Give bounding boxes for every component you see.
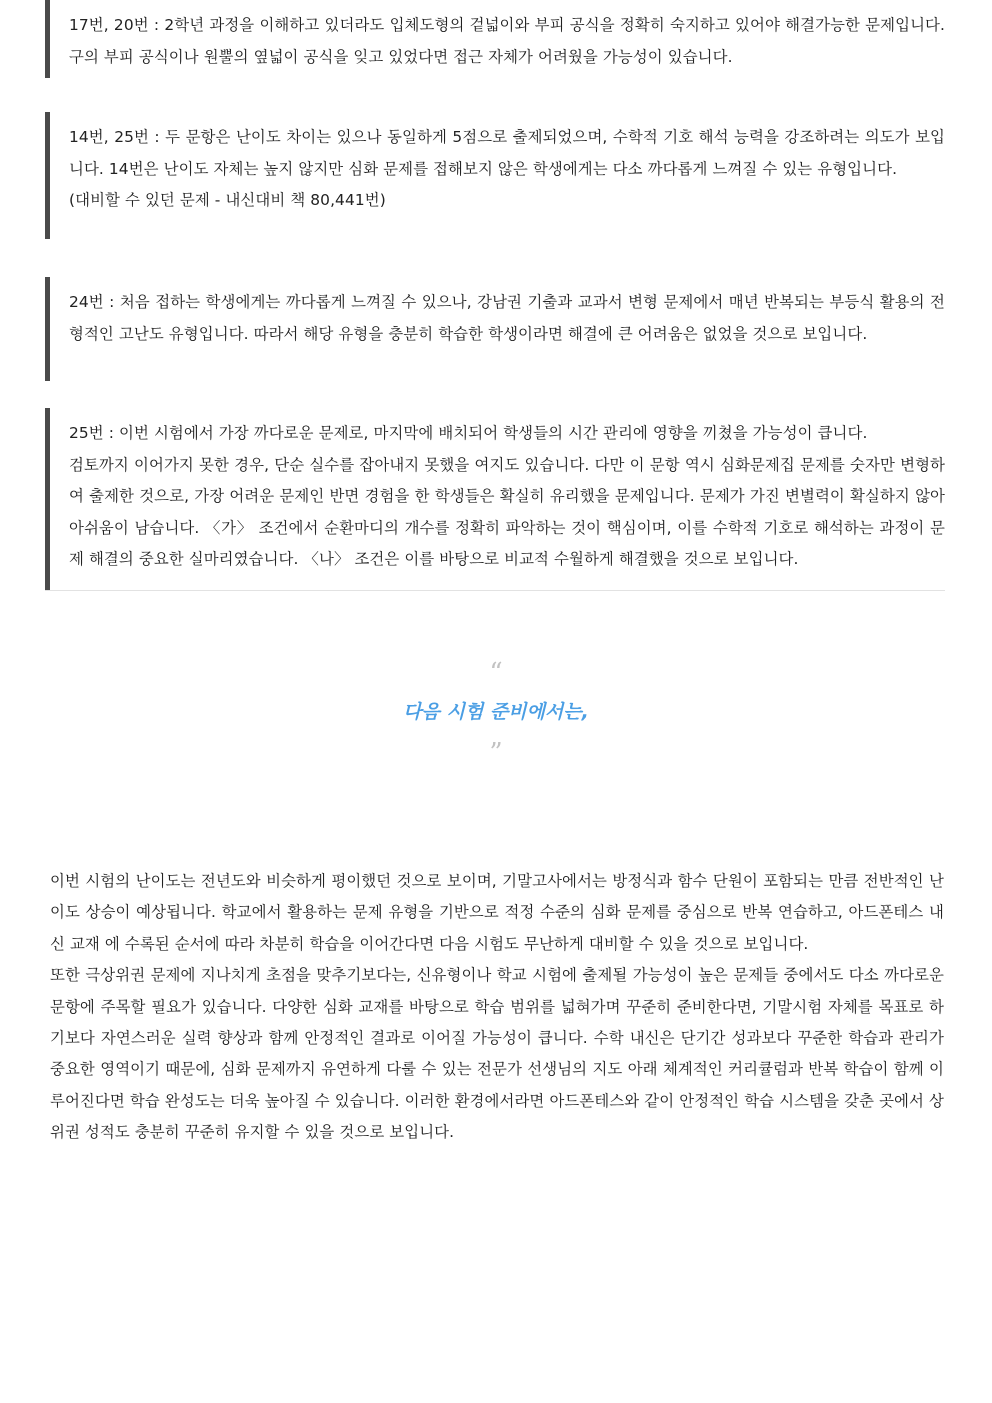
- summary-paragraph: 이번 시험의 난이도는 전년도와 비슷하게 평이했던 것으로 보이며, 기말고사에서는 방정식과 함수 단원이 포함되는 만큼 전반적인 난이도 상승이 예상됩니다. 학교에서 활용하는 문제 유형을 기반으로 적정 수준의 심화 문제를 중심으로 반복 연습하고, 아드폰테스 내신 교재 에 수록된 순서에 따라 차분히 학습을 이어간다면 다음 시험도 무난하게 대비할 수 있을 것으로 보입니다.: [50, 872, 944, 953]
- close-quote-icon: ”: [489, 738, 503, 768]
- summary-body: [50, 866, 944, 1149]
- analysis-block-q24: [45, 277, 945, 381]
- analysis-paragraph: 검토까지 이어가지 못한 경우, 단순 실수를 잡아내지 못했을 여지도 있습니다. 다만 이 문항 역시 심화문제집 문제를 숫자만 변형하여 출제한 것으로, 가장 어려운 문제인 반면 경험을 한 학생들은 확실히 유리했을 문제입니다. 문제가 가진 변별력이 확실하지 않아 아쉬움이 남습니다. 〈가〉 조건에서 순환마디의 개수를 정확히 파악하는 것이 핵심이며, 이를 수학적 기호로 해석하는 과정이 문제 해결의 중요한 실마리였습니다. 〈나〉 조건은 이를 바탕으로 비교적 수월하게 해결했을 것으로 보입니다.: [69, 455, 945, 568]
- analysis-block-q25: [45, 408, 945, 590]
- analysis-paragraph: 25번 : 이번 시험에서 가장 까다로운 문제로, 마지막에 배치되어 학생들의 시간 관리에 영향을 끼쳤을 가능성이 큽니다.: [69, 424, 868, 442]
- analysis-block-q17-q20: [45, 0, 945, 78]
- pull-quote-text: 다음 시험 준비에서는,: [403, 701, 589, 723]
- analysis-paragraph: 24번 : 처음 접하는 학생에게는 까다롭게 느껴질 수 있으나, 강남권 기출과 교과서 변형 문제에서 매년 반복되는 부등식 활용의 전형적인 고난도 유형입니다. 따라서 해당 유형을 충분히 학습한 학생이라면 해결에 큰 어려움은 없었을 것으로 보입니다.: [69, 293, 945, 343]
- analysis-block-q14-q25: [45, 112, 945, 239]
- summary-paragraph: 또한 극상위권 문제에 지나치게 초점을 맞추기보다는, 신유형이나 학교 시험에 출제될 가능성이 높은 문제들 중에서도 다소 까다로운 문항에 주목할 필요가 있습니다. 다양한 심화 교재를 바탕으로 학습 범위를 넓혀가며 꾸준히 준비한다면, 기말시험 자체를 목표로 하기보다 자연스러운 실력 향상과 함께 안정적인 결과로 이어질 가능성이 큽니다. 수학 내신은 단기간 성과보다 꾸준한 학습과 관리가 중요한 영역이기 때문에, 심화 문제까지 유연하게 다룰 수 있는 전문가 선생님의 지도 아래 체계적인 커리큘럼과 반복 학습이 함께 이루어진다면 학습 완성도는 더욱 높아질 수 있습니다. 이러한 환경에서라면 아드폰테스와 같이 안정적인 학습 시스템을 갖춘 곳에서 상위권 성적도 충분히 꾸준히 유지할 수 있을 것으로 보입니다.: [50, 966, 944, 1142]
- analysis-note: (대비할 수 있던 문제 - 내신대비 책 80,441번): [69, 191, 386, 209]
- analysis-paragraph: 14번, 25번 : 두 문항은 난이도 차이는 있으나 동일하게 5점으로 출제되었으며, 수학적 기호 해석 능력을 강조하려는 의도가 보입니다. 14번은 난이도 자체는 높지 않지만 심화 문제를 접해보지 않은 학생에게는 다소 까다롭게 느껴질 수 있는 유형입니다.: [69, 128, 945, 178]
- open-quote-icon: “: [489, 658, 503, 688]
- analysis-paragraph: 17번, 20번 : 2학년 과정을 이해하고 있더라도 입체도형의 겉넓이와 부피 공식을 정확히 숙지하고 있어야 해결가능한 문제입니다. 구의 부피 공식이나 원뿔의 옆넓이 공식을 잊고 있었다면 접근 자체가 어려웠을 가능성이 있습니다.: [69, 16, 945, 66]
- section-divider: [45, 590, 945, 591]
- pull-quote: [0, 660, 992, 766]
